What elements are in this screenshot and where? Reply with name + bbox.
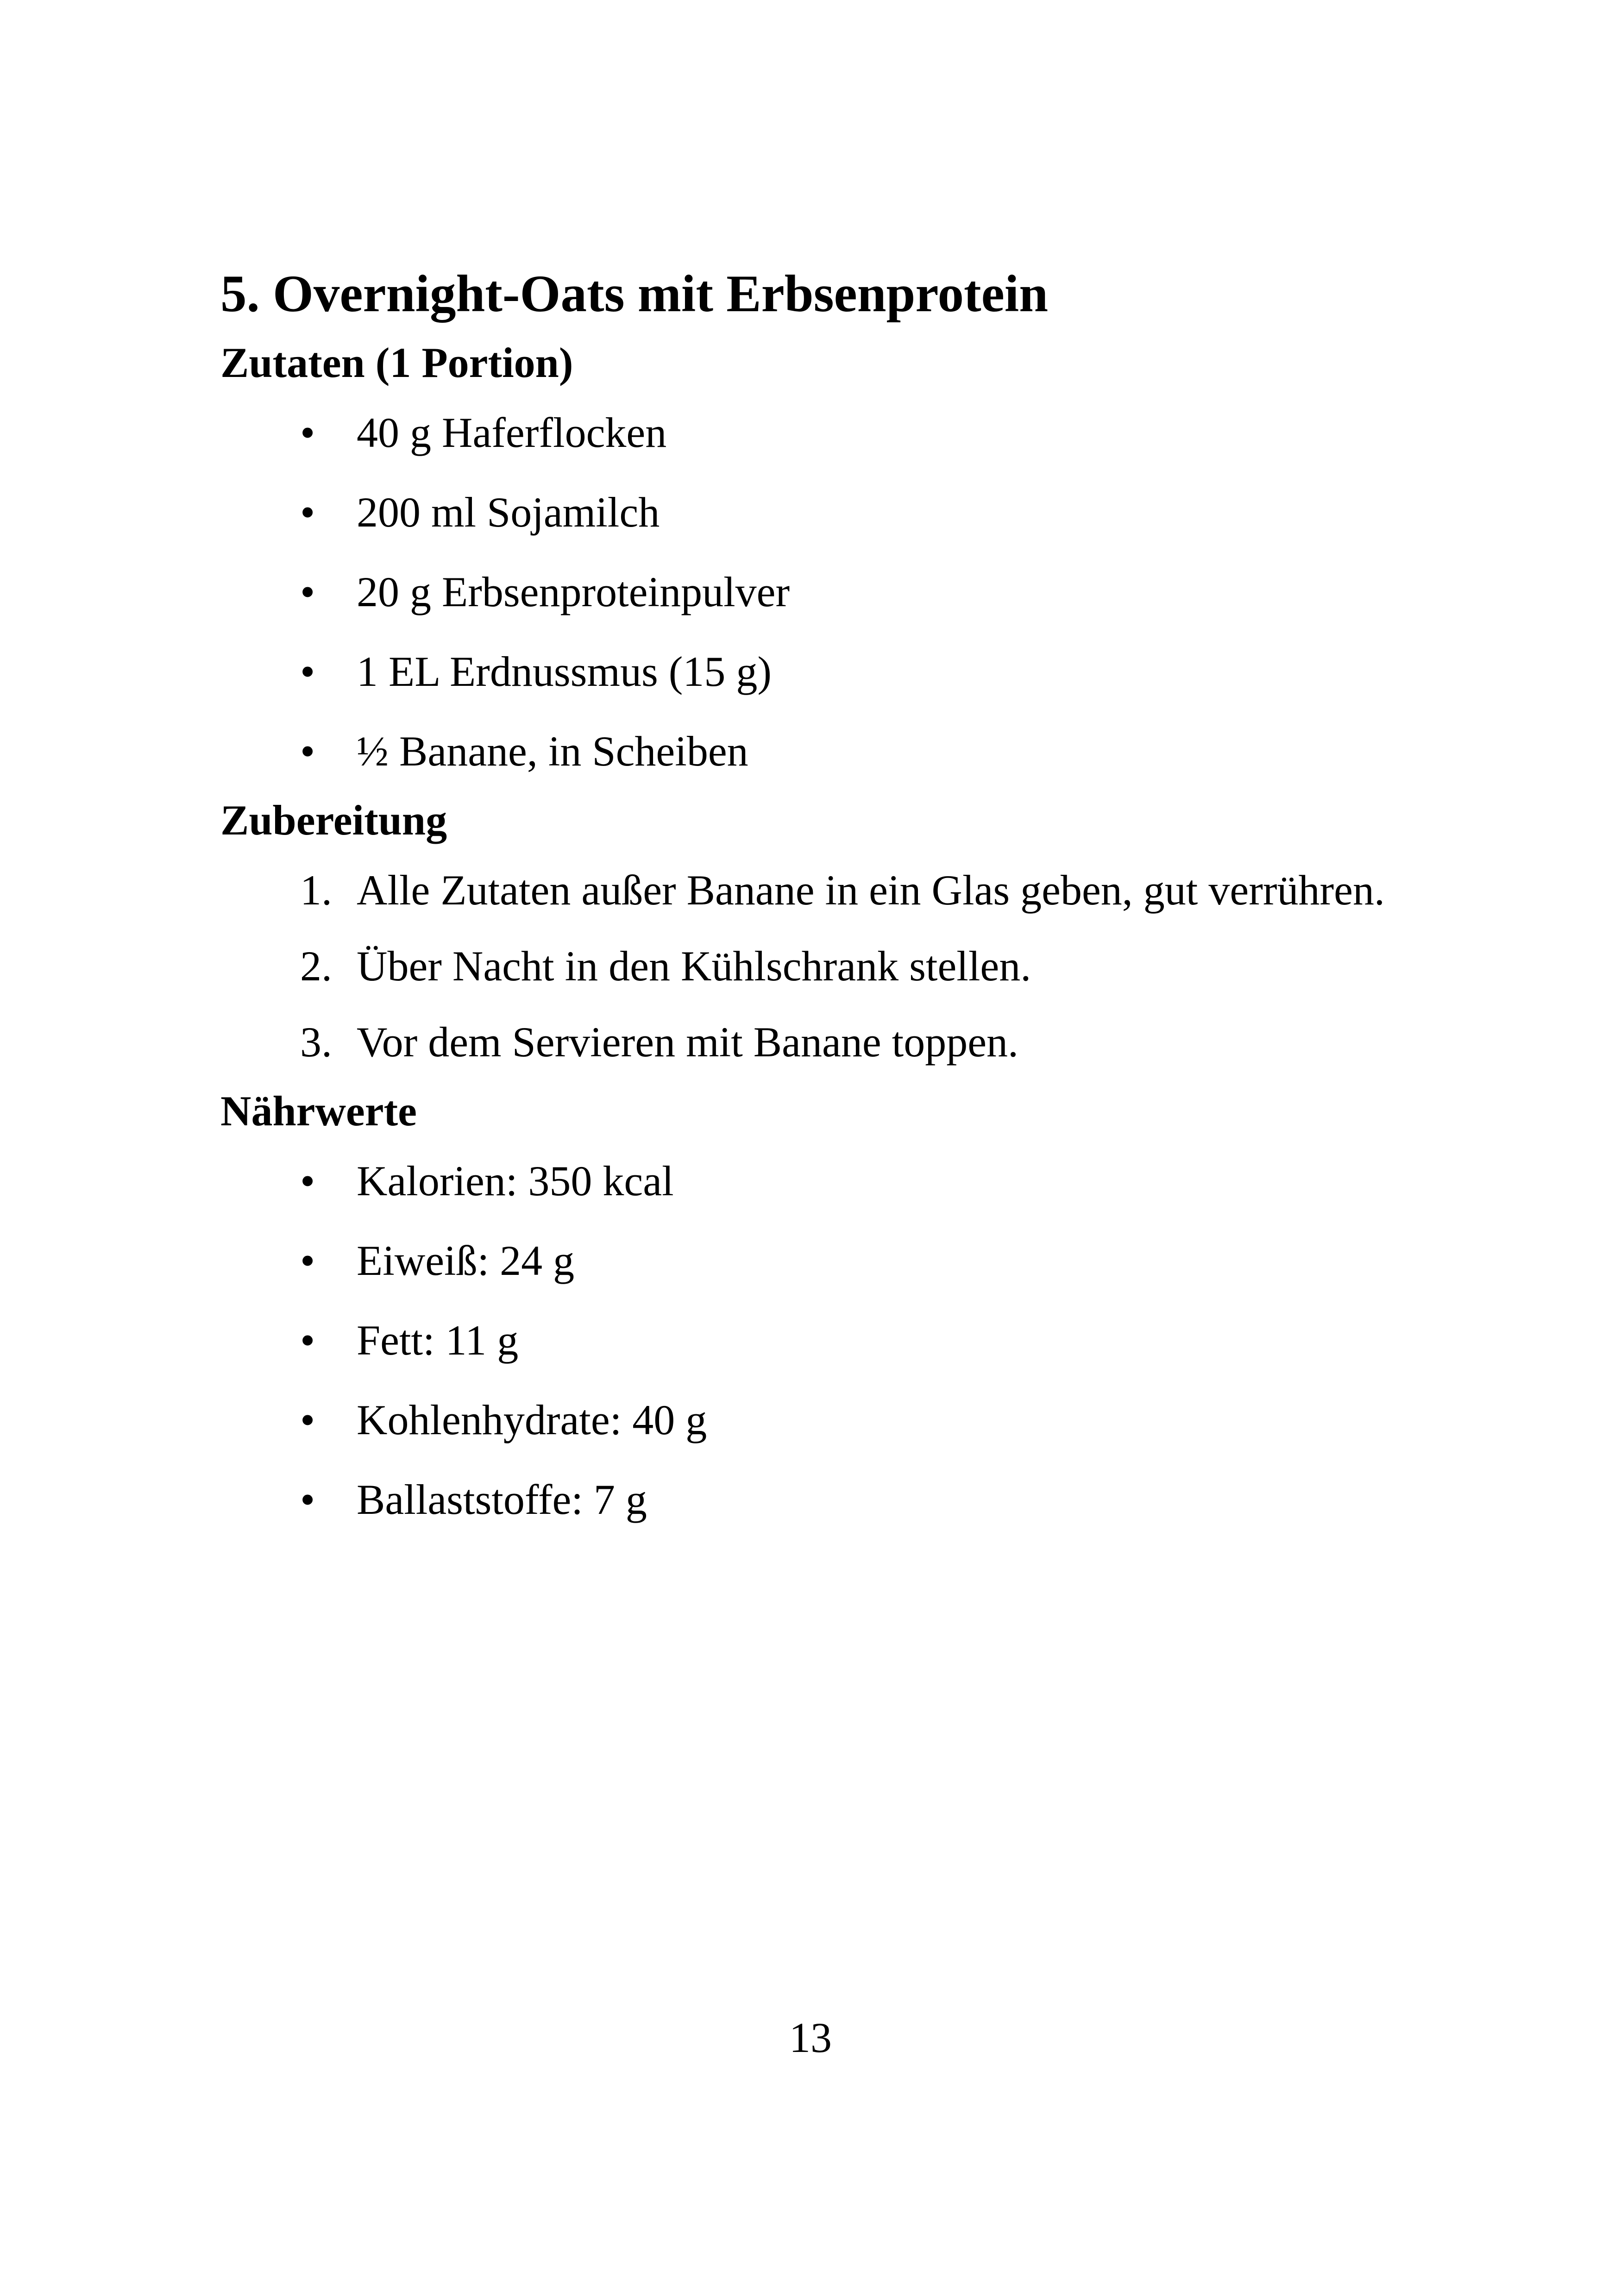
ingredient-text: 200 ml Sojamilch bbox=[357, 489, 660, 536]
step-number: 3. bbox=[300, 1018, 332, 1066]
preparation-steps bbox=[220, 862, 1434, 1070]
page-number: 13 bbox=[789, 2014, 832, 2061]
step-item bbox=[220, 1014, 1434, 1070]
ingredient-text: ½ Banane, in Scheiben bbox=[357, 728, 748, 775]
step-number: 2. bbox=[300, 942, 332, 990]
bullet-icon: • bbox=[300, 1476, 315, 1523]
page-content bbox=[220, 259, 1434, 1551]
ingredients-heading: Zutaten (1 Portion) bbox=[220, 339, 573, 386]
bullet-icon: • bbox=[300, 568, 315, 615]
bullet-icon: • bbox=[300, 489, 315, 536]
recipe-title: 5. Overnight-Oats mit Erbsenprotein bbox=[220, 265, 1049, 323]
nutrition-item bbox=[220, 1312, 1434, 1368]
step-item bbox=[220, 938, 1434, 994]
nutrition-text: Kalorien: 350 kcal bbox=[357, 1157, 674, 1204]
nutrition-item bbox=[220, 1472, 1434, 1527]
ingredient-text: 20 g Erbsenproteinpulver bbox=[357, 568, 790, 615]
bullet-icon: • bbox=[300, 1157, 315, 1204]
nutrition-item bbox=[220, 1392, 1434, 1448]
nutrition-list bbox=[220, 1153, 1434, 1527]
ingredient-text: 1 EL Erdnussmus (15 g) bbox=[357, 648, 772, 695]
bullet-icon: • bbox=[300, 1396, 315, 1443]
ingredient-item bbox=[220, 564, 1434, 620]
nutrition-heading: Nährwerte bbox=[220, 1087, 417, 1135]
bullet-icon: • bbox=[300, 648, 315, 695]
ingredient-item bbox=[220, 405, 1434, 460]
nutrition-text: Fett: 11 g bbox=[357, 1317, 519, 1364]
ingredient-item bbox=[220, 723, 1434, 779]
nutrition-text: Kohlenhydrate: 40 g bbox=[357, 1396, 707, 1443]
ingredient-item bbox=[220, 644, 1434, 699]
step-text: Über Nacht in den Kühlschrank stellen. bbox=[357, 942, 1031, 990]
nutrition-item bbox=[220, 1153, 1434, 1209]
ingredient-text: 40 g Haferflocken bbox=[357, 409, 667, 456]
ingredient-item bbox=[220, 484, 1434, 540]
step-item bbox=[220, 862, 1422, 918]
nutrition-text: Ballaststoffe: 7 g bbox=[357, 1476, 647, 1523]
bullet-icon: • bbox=[300, 1237, 315, 1284]
nutrition-item bbox=[220, 1233, 1434, 1288]
bullet-icon: • bbox=[300, 1317, 315, 1364]
bullet-icon: • bbox=[300, 728, 315, 775]
preparation-heading: Zubereitung bbox=[220, 797, 447, 844]
step-text: Vor dem Servieren mit Banane toppen. bbox=[357, 1018, 1019, 1066]
step-text: Alle Zutaten außer Banane in ein Glas geben, gut verrühren. bbox=[357, 866, 1385, 914]
step-number: 1. bbox=[300, 866, 332, 914]
ingredients-list bbox=[220, 405, 1434, 779]
bullet-icon: • bbox=[300, 409, 315, 456]
nutrition-text: Eiweiß: 24 g bbox=[357, 1237, 575, 1284]
